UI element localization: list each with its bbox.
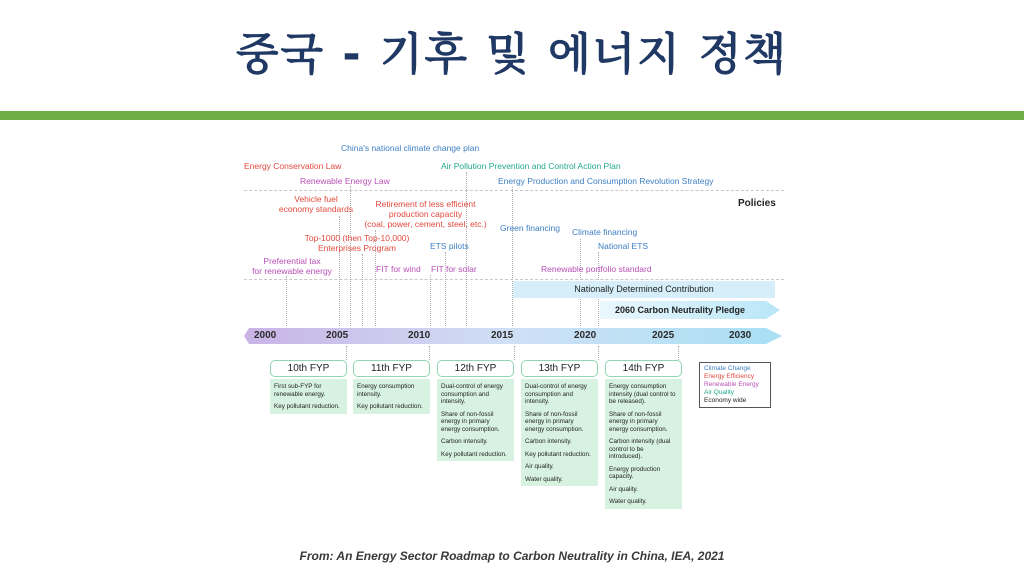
fyp-13-body xyxy=(521,379,598,486)
policy-ets-pilots: ETS pilots xyxy=(430,241,469,251)
fyp-11-item: Energy consumption intensity. xyxy=(357,383,415,398)
tick-fyp-12 xyxy=(514,346,515,360)
fyp-14-item: Share of non-fossil energy in primary energy consumption. xyxy=(609,410,668,433)
fyp-14-body xyxy=(605,379,682,509)
fyp-13-item: Carbon intensity. xyxy=(525,438,572,445)
fyp-10-item: First sub-FYP for renewable energy. xyxy=(274,383,326,398)
ndc-bar: Nationally Determined Contribution xyxy=(513,281,775,298)
fyp-13-item: Air quality. xyxy=(525,463,554,470)
tick-fyp-11 xyxy=(429,346,430,360)
fyp-12-label: 12th FYP xyxy=(437,360,514,377)
pledge-label: 2060 Carbon Neutrality Pledge xyxy=(615,305,746,315)
policy-retirement-line2: production capacity xyxy=(388,209,463,219)
policy-preferential-tax-line2: for renewable energy xyxy=(252,266,332,276)
fyp-12-item: Key pollutant reduction. xyxy=(441,450,507,458)
tick-fyp-14 xyxy=(678,346,679,360)
policy-top-1000-line1: Top-1000 (then Top-10,000) xyxy=(304,233,410,243)
timeline-axis xyxy=(244,325,784,347)
fyp-14-item: Water quality. xyxy=(609,498,647,505)
policy-climate-plan: China's national climate change plan xyxy=(341,143,480,153)
fyp-13-item: Water quality. xyxy=(525,475,563,483)
tick-2001 xyxy=(286,276,287,326)
fyp-14 xyxy=(605,360,682,509)
fyp-11 xyxy=(353,360,430,414)
fyp-10-body xyxy=(270,379,347,414)
policy-green-financing: Green financing xyxy=(500,223,561,233)
policy-retirement-line1: Retirement of less efficient xyxy=(375,199,476,209)
fyp-12-item: Share of non-fossil energy in primary energy consumption. xyxy=(441,410,500,433)
policy-energy-revolution-strategy: Energy Production and Consumption Revolution Strategy xyxy=(498,176,714,186)
fyp-14-item: Air quality. xyxy=(609,485,638,493)
tick-2015 xyxy=(512,187,513,326)
year-2000: 2000 xyxy=(254,330,277,341)
source-caption: From: An Energy Sector Roadmap to Carbon Neutrality in China, IEA, 2021 xyxy=(299,549,725,563)
legend-renewable-energy: Renewable Energy xyxy=(704,381,759,388)
fyp-14-item: Energy consumption intensity (dual control to be released). xyxy=(609,383,676,405)
fyp-11-item: Key pollutant reduction. xyxy=(357,403,423,410)
policy-top-1000-line2: Enterprises Program xyxy=(318,243,396,253)
policy-national-ets: National ETS xyxy=(598,241,649,251)
fyp-12-body xyxy=(437,379,514,461)
policy-air-pollution-plan: Air Pollution Prevention and Control Action Plan xyxy=(441,161,621,171)
year-2005: 2005 xyxy=(326,330,349,341)
policy-vehicle-fuel-line2: economy standards xyxy=(278,204,354,214)
fyp-10-label: 10th FYP xyxy=(270,360,347,377)
policy-top-1000 xyxy=(298,233,416,253)
fyp-13-item: Key pollutant reduction. xyxy=(525,450,591,458)
fyp-10-item: Key pollutant reduction. xyxy=(274,403,340,410)
policies-divider-top xyxy=(244,190,784,191)
policy-fit-solar: FIT for solar xyxy=(431,264,477,274)
legend-energy-efficiency: Energy Efficiency xyxy=(704,373,755,380)
slide-title: 중국 - 기후 및 에너지 정책 xyxy=(236,29,788,80)
fyp-14-item: Energy production capacity. xyxy=(609,465,661,480)
policy-preferential-tax-line1: Preferential tax xyxy=(263,256,321,266)
year-2030: 2030 xyxy=(729,330,752,341)
year-2020: 2020 xyxy=(574,330,597,341)
policy-renewable-portfolio: Renewable portfolio standard xyxy=(541,264,652,274)
year-2015: 2015 xyxy=(491,330,514,341)
fyp-13-item: Share of non-fossil energy in primary energy consumption. xyxy=(525,410,584,433)
fyp-13-label: 13th FYP xyxy=(521,360,598,377)
policy-renewable-energy-law: Renewable Energy Law xyxy=(300,176,390,186)
tick-fyp-10 xyxy=(346,346,347,360)
policy-energy-conservation-law: Energy Conservation Law xyxy=(244,161,342,171)
tick-fyp-13 xyxy=(598,346,599,360)
tick-2006b xyxy=(362,254,363,326)
policy-preferential-tax xyxy=(246,256,338,276)
policy-retirement-capacity xyxy=(358,199,493,229)
policy-vehicle-fuel xyxy=(276,194,356,214)
title-divider-bar xyxy=(0,111,1024,120)
tick-2011 xyxy=(430,275,431,326)
policy-climate-financing: Climate financing xyxy=(572,227,638,237)
policy-fit-wind: FIT for wind xyxy=(376,264,421,274)
policies-divider-bottom xyxy=(244,279,784,280)
policies-heading: Policies xyxy=(738,198,776,209)
fyp-14-label: 14th FYP xyxy=(605,360,682,377)
fyp-11-body xyxy=(353,379,430,414)
category-legend xyxy=(699,362,771,408)
legend-air-quality: Air Quality xyxy=(704,389,734,396)
fyp-12 xyxy=(437,360,514,461)
policy-retirement-line3: (coal, power, cement, steel, etc.) xyxy=(364,219,487,229)
legend-climate-change: Climate Change xyxy=(704,365,751,372)
fyp-14-item: Carbon intensity (dual control to be introduced). xyxy=(609,438,671,460)
fyp-12-item: Carbon intensity. xyxy=(441,438,488,445)
fyp-11-label: 11th FYP xyxy=(353,360,430,377)
fyp-13-item: Dual-control of energy consumption and intensity. xyxy=(525,383,587,405)
year-2010: 2010 xyxy=(408,330,431,341)
fyp-13 xyxy=(521,360,598,486)
fyp-12-item: Dual-control of energy consumption and intensity. xyxy=(441,383,503,405)
policy-vehicle-fuel-line1: Vehicle fuel xyxy=(294,194,338,204)
legend-economy-wide: Economy wide xyxy=(704,397,747,404)
fyp-10 xyxy=(270,360,347,414)
year-2025: 2025 xyxy=(652,330,675,341)
